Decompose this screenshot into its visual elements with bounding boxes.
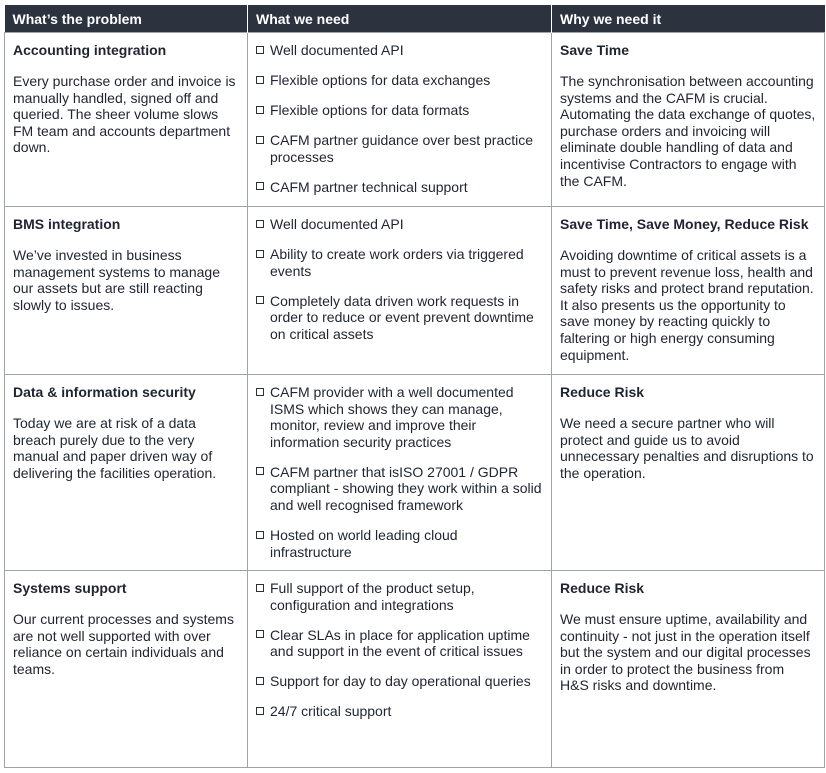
checkbox-icon xyxy=(256,677,264,685)
checkbox-icon xyxy=(256,76,264,84)
need-text: Well documented API xyxy=(270,216,404,232)
need-item xyxy=(256,464,543,514)
needs-list xyxy=(256,580,543,720)
problem-title: Data & information security xyxy=(13,384,196,400)
checkbox-icon xyxy=(256,182,264,190)
checkbox-icon xyxy=(256,584,264,592)
needs-list xyxy=(256,216,543,343)
need-item xyxy=(256,384,543,450)
checkbox-icon xyxy=(256,467,264,475)
why-cell xyxy=(552,33,825,207)
problem-cell xyxy=(5,375,248,571)
needs-list xyxy=(256,384,543,560)
need-item xyxy=(256,216,543,233)
why-text: We must ensure uptime, availability and continuity - not just in the operation itself but the system and our digital processes in order to protect the business from H&S risks and downtime. xyxy=(560,611,811,694)
checkbox-icon xyxy=(256,296,264,304)
need-item xyxy=(256,42,543,59)
table-row xyxy=(5,33,825,207)
problem-cell xyxy=(5,207,248,375)
problem-text: Our current processes and systems are not well supported with over reliance on certain individuals and teams. xyxy=(13,611,234,677)
table-row xyxy=(5,571,825,768)
need-item xyxy=(256,673,543,690)
need-text: Clear SLAs in place for application uptime and support in the event of critical issues xyxy=(270,626,530,660)
checkbox-icon xyxy=(256,707,264,715)
need-text: Hosted on world leading cloud infrastructure xyxy=(270,527,458,560)
table-row xyxy=(5,207,825,375)
need-text: Completely data driven work requests in order to reduce or event prevent downtime on critical assets xyxy=(270,292,534,342)
requirements-table xyxy=(4,5,825,768)
need-item xyxy=(256,580,543,613)
need-item xyxy=(256,72,543,89)
needs-cell xyxy=(248,33,552,207)
need-text: Flexible options for data exchanges xyxy=(270,72,491,89)
why-title: Reduce Risk xyxy=(560,384,645,400)
checkbox-icon xyxy=(256,106,264,114)
header-why: Why we need it xyxy=(552,5,825,33)
need-item xyxy=(256,293,543,343)
need-item xyxy=(256,527,543,560)
checkbox-icon xyxy=(256,630,264,638)
problem-text: We’ve invested in business management systems to manage our assets but are still reacting slowly to issues. xyxy=(13,247,220,313)
needs-cell xyxy=(248,571,552,768)
need-text: Flexible options for data formats xyxy=(270,102,470,119)
why-text: Avoiding downtime of critical assets is a must to prevent revenue loss, health and safety risks and protect brand reputation. It also presents us the opportunity to save money by reacting quickly to faltering or high energy consuming equipment. xyxy=(560,247,814,363)
needs-cell xyxy=(248,207,552,375)
why-title: Save Time, Save Money, Reduce Risk xyxy=(560,216,809,232)
why-title: Save Time xyxy=(560,42,630,58)
why-cell xyxy=(552,375,825,571)
need-text: Full support of the product setup, configuration and integrations xyxy=(270,580,475,613)
problem-cell xyxy=(5,33,248,207)
checkbox-icon xyxy=(256,136,264,144)
need-text: CAFM partner that isISO 27001 / GDPR compliant - showing they work within a solid and well recognised framework xyxy=(270,463,542,514)
why-cell xyxy=(552,571,825,768)
need-item xyxy=(256,246,543,279)
need-text: Support for day to day operational queries xyxy=(270,673,531,690)
table-header-row xyxy=(5,5,825,33)
needs-list xyxy=(256,42,543,196)
why-title: Reduce Risk xyxy=(560,580,645,596)
problem-title: Accounting integration xyxy=(13,42,167,58)
checkbox-icon xyxy=(256,250,264,258)
checkbox-icon xyxy=(256,46,264,54)
problem-text: Every purchase order and invoice is manually handled, signed off and queried. The sheer volume slows FM team and accounts department down. xyxy=(13,73,236,156)
need-item xyxy=(256,703,543,720)
problem-cell xyxy=(5,571,248,768)
problem-title: BMS integration xyxy=(13,216,121,232)
problem-title: Systems support xyxy=(13,580,127,596)
checkbox-icon xyxy=(256,220,264,228)
need-text: 24/7 critical support xyxy=(270,703,392,720)
need-item xyxy=(256,132,543,165)
need-item xyxy=(256,179,543,196)
why-text: We need a secure partner who will protect and guide us to avoid unnecessary penalties and disruptions to the operation. xyxy=(560,415,814,481)
need-text: CAFM provider with a well documented ISMS which shows they can manage, monitor, review and improve their information security practices xyxy=(270,384,514,450)
checkbox-icon xyxy=(256,388,264,396)
checkbox-icon xyxy=(256,531,264,539)
table-row xyxy=(5,375,825,571)
need-text: CAFM partner technical support xyxy=(270,178,468,195)
header-problem: What’s the problem xyxy=(5,5,248,33)
needs-cell xyxy=(248,375,552,571)
why-text: The synchronisation between accounting systems and the CAFM is crucial. Automating the data exchange of quotes, purchase orders and invoicing will eliminate double handling of data and incentivise Contractors to engage with the CAFM. xyxy=(560,73,816,189)
need-text: Ability to create work orders via triggered events xyxy=(270,246,524,279)
need-item xyxy=(256,102,543,119)
why-cell xyxy=(552,207,825,375)
need-text: Well documented API xyxy=(270,42,404,58)
problem-text: Today we are at risk of a data breach purely due to the very manual and paper driven way of delivering the facilities operation. xyxy=(13,415,217,481)
header-need: What we need xyxy=(248,5,552,33)
need-text: CAFM partner guidance over best practice processes xyxy=(270,132,534,165)
need-item xyxy=(256,627,543,660)
